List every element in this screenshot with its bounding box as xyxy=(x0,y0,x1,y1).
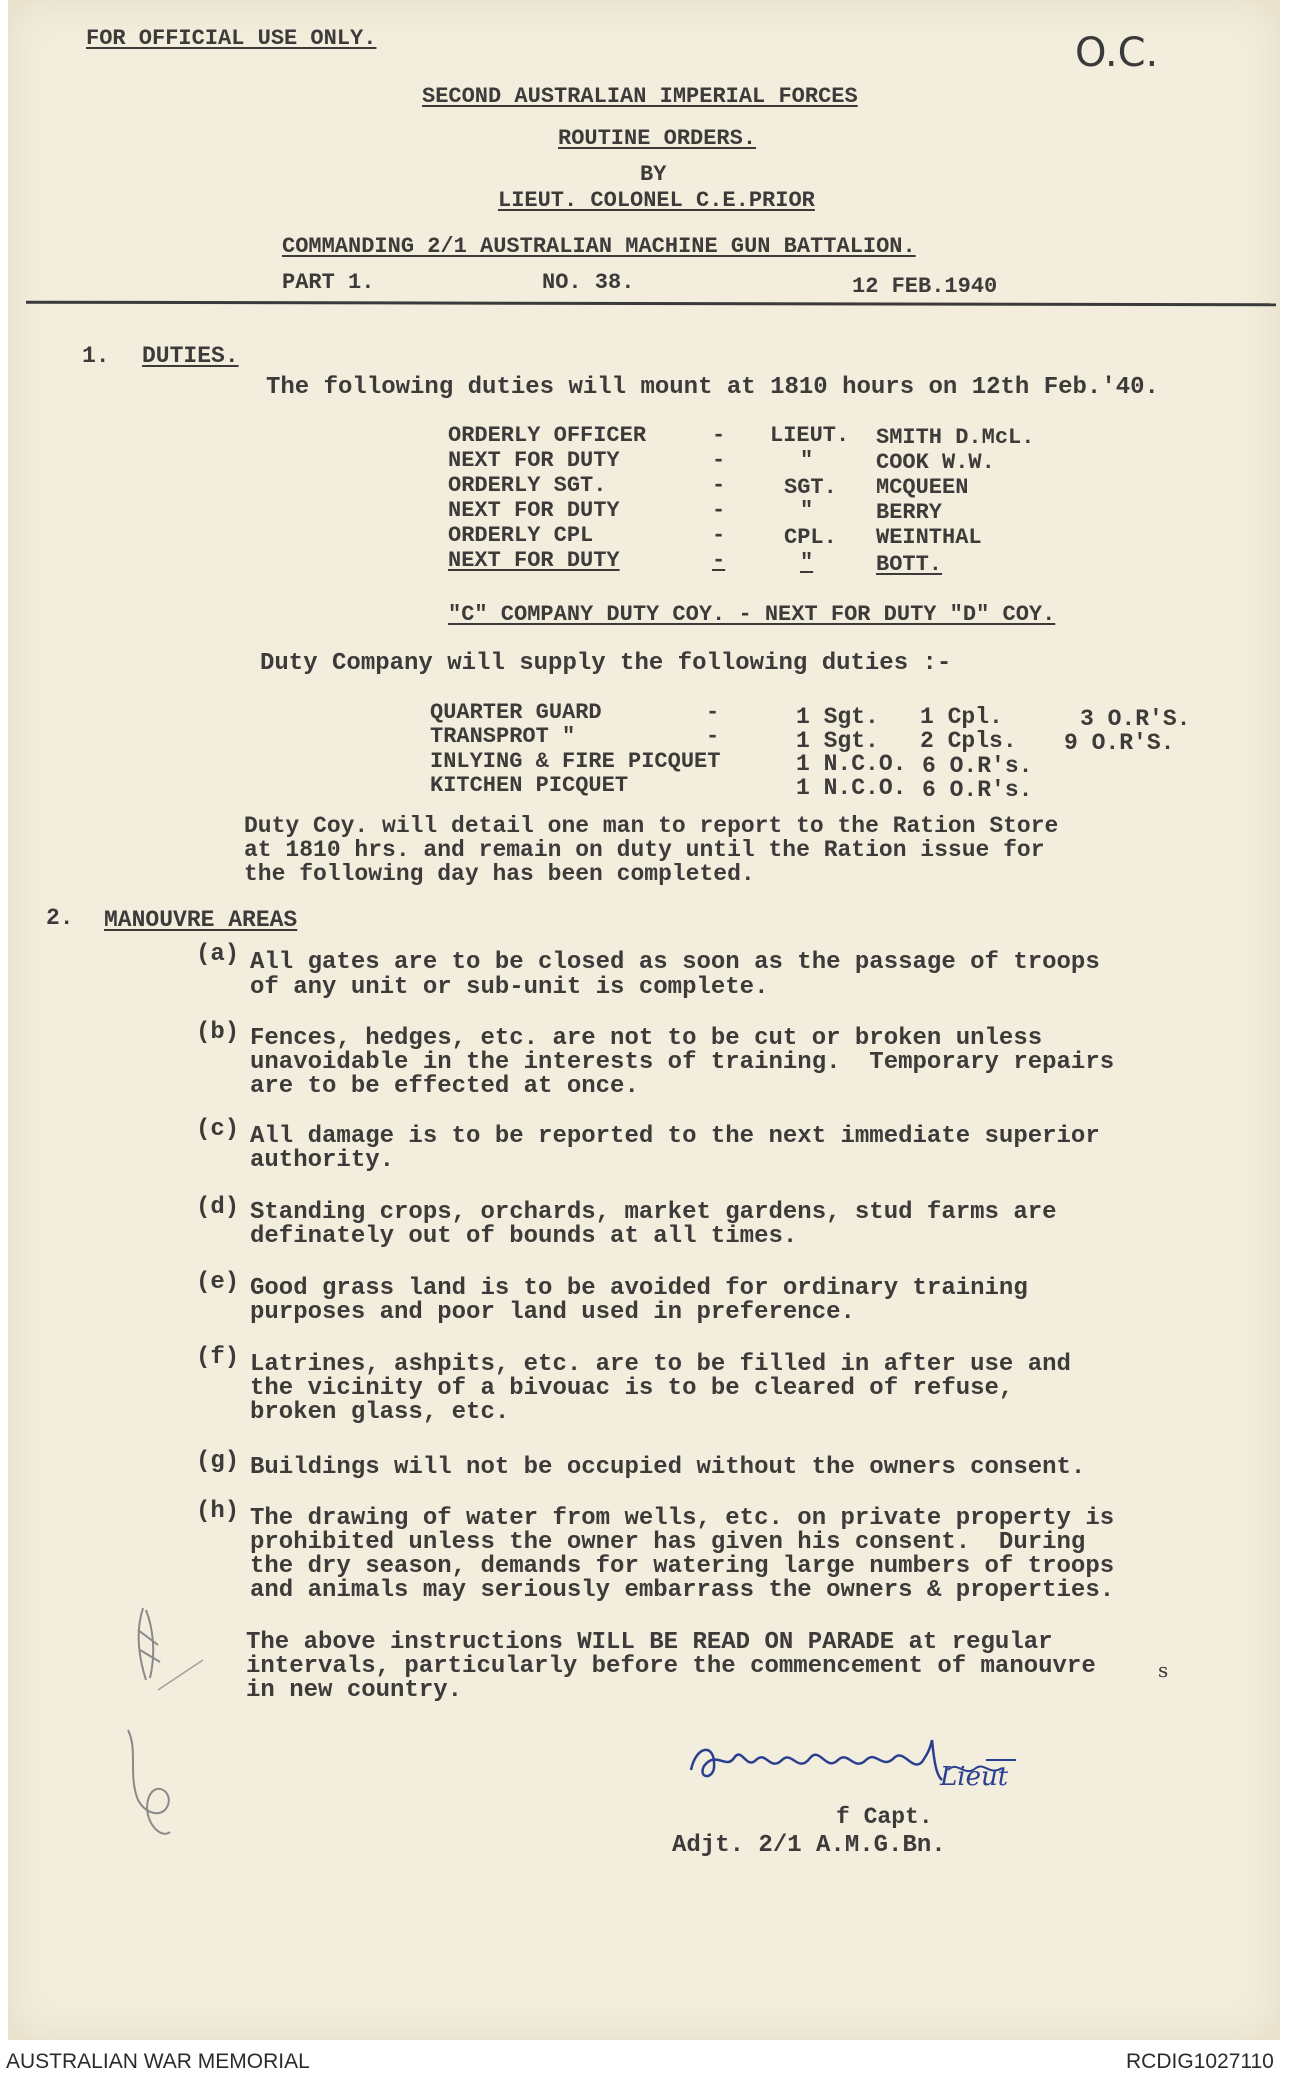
roster-dash: - xyxy=(712,523,726,548)
duty-name: KITCHEN PICQUET xyxy=(430,773,629,798)
closing-line: The above instructions WILL BE READ ON PARADE at regular xyxy=(246,1629,1053,1656)
duty-company-line: "C" COMPANY DUTY COY. - NEXT FOR DUTY "D" COY. xyxy=(448,602,1056,627)
roster-rank: " xyxy=(800,448,814,473)
duty-ors: 6 O.R's. xyxy=(922,753,1033,779)
roster-rank: LIEUT. xyxy=(770,423,850,448)
duty-sgt: 1 N.C.O. xyxy=(796,775,907,801)
roster-rank: " xyxy=(800,498,814,523)
closing-line: intervals, particularly before the commencement of manouvre xyxy=(246,1653,1096,1680)
duty-dash: - xyxy=(706,700,720,725)
duty-sgt: 1 N.C.O. xyxy=(796,751,907,777)
duty-cpl: 1 Cpl. xyxy=(920,704,1003,730)
section-1-number: 1. xyxy=(82,343,110,369)
item-line: are to be effected at once. xyxy=(250,1073,639,1100)
handwritten-s: s xyxy=(1158,1658,1169,1682)
duty-sgt: 1 Sgt. xyxy=(796,728,879,754)
duty-ors: 3 O.R'S. xyxy=(1080,706,1191,732)
item-line: All damage is to be reported to the next immediate superior xyxy=(250,1123,1100,1150)
ration-line: Duty Coy. will detail one man to report to the Ration Store xyxy=(244,813,1059,839)
roster-role: NEXT FOR DUTY xyxy=(448,448,620,473)
roster-rank: " xyxy=(800,550,814,575)
duty-name: TRANSPROT " xyxy=(430,724,576,749)
footer-id: RCDIG1027110 xyxy=(1126,2050,1274,2073)
item-line: The drawing of water from wells, etc. on private property is xyxy=(250,1505,1115,1532)
oc-annotation: O.C. xyxy=(1075,30,1159,76)
roster-dash: - xyxy=(712,473,726,498)
item-line: Latrines, ashpits, etc. are to be filled in after use and xyxy=(250,1351,1071,1378)
roster-role: ORDERLY SGT. xyxy=(448,473,607,498)
section-2-heading: MANOUVRE AREAS xyxy=(104,907,298,933)
item-line: purposes and poor land used in preference. xyxy=(250,1299,855,1326)
duty-name: INLYING & FIRE PICQUET xyxy=(430,749,721,774)
duty-sgt: 1 Sgt. xyxy=(796,704,879,730)
item-label: (d) xyxy=(196,1194,240,1221)
roster-role: NEXT FOR DUTY xyxy=(448,498,620,523)
item-label: (e) xyxy=(196,1269,240,1296)
roster-dash: - xyxy=(712,423,726,448)
item-line: Fences, hedges, etc. are not to be cut or broken unless xyxy=(250,1025,1043,1052)
duties-supply-line: Duty Company will supply the following duties :- xyxy=(260,650,952,677)
item-line: Standing crops, orchards, market gardens, stud farms are xyxy=(250,1199,1057,1226)
roster-name: BOTT. xyxy=(876,552,943,577)
roster-rank: SGT. xyxy=(784,475,837,500)
roster-name: BERRY xyxy=(876,500,943,525)
roster-dash: - xyxy=(712,498,726,523)
item-line: authority. xyxy=(250,1147,395,1174)
duty-cpl: 2 Cpls. xyxy=(920,728,1017,754)
item-label: (g) xyxy=(196,1448,240,1475)
signature-lieut: Lieut xyxy=(940,1762,1009,1792)
roster-dash: - xyxy=(712,448,726,473)
doc-subtitle: ROUTINE ORDERS. xyxy=(558,126,757,151)
roster-dash: - xyxy=(712,548,726,573)
section-2-number: 2. xyxy=(46,905,74,931)
part-label: PART 1. xyxy=(282,270,375,295)
order-number: NO. 38. xyxy=(542,270,635,295)
item-line: unavoidable in the interests of training. Temporary repairs xyxy=(250,1049,1115,1076)
roster-rank: CPL. xyxy=(784,525,837,550)
item-label: (f) xyxy=(196,1344,240,1371)
item-label: (b) xyxy=(196,1019,240,1046)
duties-intro: The following duties will mount at 1810 hours on 12th Feb.'40. xyxy=(266,374,1159,401)
roster-role: ORDERLY OFFICER xyxy=(448,423,647,448)
item-line: Buildings will not be occupied without the owners consent. xyxy=(250,1454,1086,1481)
closing-line: in new country. xyxy=(246,1677,463,1704)
roster-name: SMITH D.McL. xyxy=(876,425,1035,450)
duty-ors: 6 O.R's. xyxy=(922,777,1033,803)
roster-name: WEINTHAL xyxy=(876,525,982,550)
by-label: BY xyxy=(640,162,667,187)
ration-line: the following day has been completed. xyxy=(244,861,755,887)
doc-title: SECOND AUSTRALIAN IMPERIAL FORCES xyxy=(422,84,858,109)
roster-name: COOK W.W. xyxy=(876,450,995,475)
item-line: broken glass, etc. xyxy=(250,1399,510,1426)
section-1-heading: DUTIES. xyxy=(142,343,239,369)
item-line: All gates are to be closed as soon as the passage of troops xyxy=(250,949,1100,976)
item-line: the vicinity of a bivouac is to be cleared of refuse, xyxy=(250,1375,1014,1402)
roster-role: ORDERLY CPL xyxy=(448,523,594,548)
duty-ors: 9 O.R'S. xyxy=(1064,730,1175,756)
roster-role: NEXT FOR DUTY xyxy=(448,548,620,573)
order-date: 12 FEB.1940 xyxy=(852,274,998,299)
commanding-unit: COMMANDING 2/1 AUSTRALIAN MACHINE GUN BATTALION. xyxy=(282,234,916,259)
item-line: the dry season, demands for watering large numbers of troops xyxy=(250,1553,1115,1580)
ration-line: at 1810 hrs. and remain on duty until the Ration issue for xyxy=(244,837,1045,863)
item-label: (c) xyxy=(196,1116,240,1143)
signature-title: Adjt. 2/1 A.M.G.Bn. xyxy=(672,1832,946,1859)
official-use-label: FOR OFFICIAL USE ONLY. xyxy=(86,26,377,51)
item-line: and animals may seriously embarrass the owners & properties. xyxy=(250,1577,1115,1604)
item-label: (h) xyxy=(196,1498,240,1525)
duty-name: QUARTER GUARD xyxy=(430,700,602,725)
item-label: (a) xyxy=(196,941,240,968)
margin-initials-mark xyxy=(108,1600,228,1860)
commander-name: LIEUT. COLONEL C.E.PRIOR xyxy=(498,188,815,213)
roster-name: MCQUEEN xyxy=(876,475,969,500)
item-line: Good grass land is to be avoided for ordinary training xyxy=(250,1275,1028,1302)
item-line: definately out of bounds at all times. xyxy=(250,1223,798,1250)
signature-capt: f Capt. xyxy=(836,1804,933,1830)
item-line: of any unit or sub-unit is complete. xyxy=(250,974,769,1001)
duty-dash: - xyxy=(706,724,720,749)
footer-source: AUSTRALIAN WAR MEMORIAL xyxy=(6,2050,310,2073)
item-line: prohibited unless the owner has given his consent. During xyxy=(250,1529,1086,1556)
